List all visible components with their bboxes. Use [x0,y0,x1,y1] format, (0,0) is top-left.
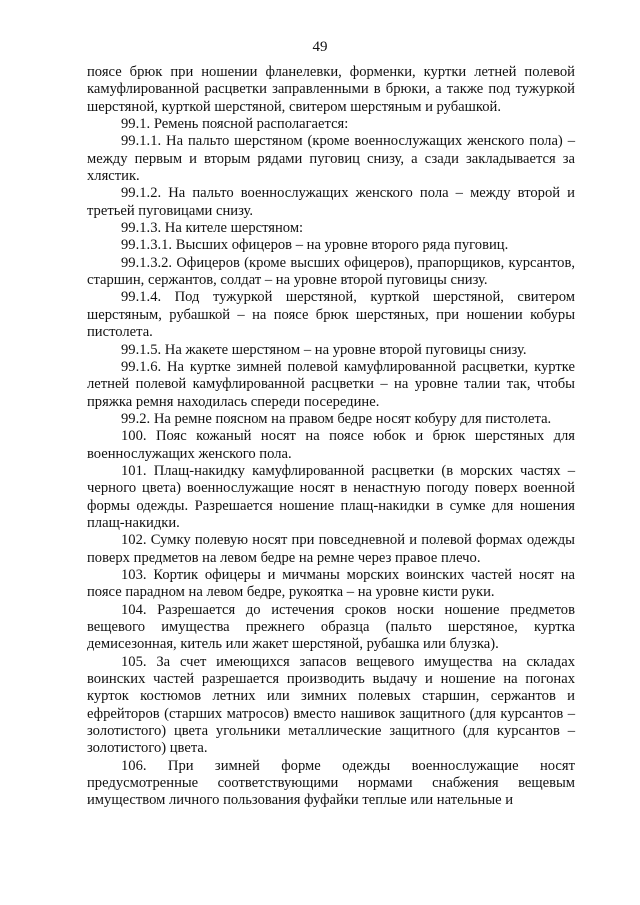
paragraph-102: 102. Сумку полевую носят при повседневной и полевой формах одежды поверх предметов на левом бедре на ремне через правое плечо. [87,532,575,566]
paragraph-99-1-5: 99.1.5. На жакете шерстяном – на уровне второй пуговицы снизу. [121,341,527,358]
paragraph-106: 106. При зимней форме одежды военнослужащие носят предусмотренные соответствующими нормами снабжения вещевым имуществом личного пользования фуфайки теплые или нательные и [87,757,575,809]
paragraph-105: 105. За счет имеющихся запасов вещевого имущества на складах воинских частей разрешается производить выдачу и ношение на погонах курток костюмов летних или зимних полевых старшин, сержантов и ефрейторов (старших матросов) вместо нашивок защитного (для курсантов – золотистого) цвета угольники металлические защитного (для курсантов – золотистого) цвета. [87,653,575,757]
paragraph-continuation: поясе брюк при ношении фланелевки, форменки, куртки летней полевой камуфлированной расцветки заправленными в брюки, а также под тужуркой шерстяной, курткой шерстяной, свитером шерстяным и рубашкой. [87,64,575,115]
paragraph-103: 103. Кортик офицеры и мичманы морских воинских частей носят на поясе парадном на левом бедре, рукоятка – на уровне кисти руки. [87,566,575,601]
paragraph-99-1-1: 99.1.1. На пальто шерстяном (кроме военнослужащих женского пола) – между первым и вторым рядами пуговиц снизу, а сзади закладывается за хлястик. [87,133,575,185]
paragraph-99-1-3: 99.1.3. На кителе шерстяном: [121,220,304,237]
page-number: 49 [312,39,328,55]
paragraph-99-1-3-2: 99.1.3.2. Офицеров (кроме высших офицеров), прапорщиков, курсантов, старшин, сержантов, солдат – на уровне второй пуговицы снизу. [87,254,575,289]
paragraph-99-1-6: 99.1.6. На куртке зимней полевой камуфлированной расцветки, куртке летней полевой камуфлированной расцветки – на уровне талии так, чтобы пряжка ремня находилась спереди посередине. [87,358,575,410]
paragraph-99-1-4: 99.1.4. Под тужуркой шерстяной, курткой шерстяной, свитером шерстяным, рубашкой – на поясе брюк шерстяных, при ношении кобуры пистолета. [87,289,575,341]
paragraph-99-1-2: 99.1.2. На пальто военнослужащих женского пола – между второй и третьей пуговицами снизу. [87,185,575,219]
paragraph-104: 104. Разрешается до истечения сроков носки ношение предметов вещевого имущества прежнего образца (пальто шерстяное, куртка демисезонная, китель или жакет шерстяной, рубашка или блузка). [87,601,575,653]
paragraph-99-2: 99.2. На ремне поясном на правом бедре носят кобуру для пистолета. [121,410,552,427]
paragraph-101: 101. Плащ-накидку камуфлированной расцветки (в морских частях – черного цвета) военнослужащие носят в ненастную погоду поверх военной формы одежды. Разрешается ношение плащ-накидки в сумке для ношения плащ-накидки. [87,462,575,531]
document-body [87,64,575,810]
paragraph-100: 100. Пояс кожаный носят на поясе юбок и брюк шерстяных для военнослужащих женского пола. [87,428,575,462]
paragraph-99-1-3-1: 99.1.3.1. Высших офицеров – на уровне второго ряда пуговиц. [121,237,509,254]
paragraph-99-1: 99.1. Ремень поясной располагается: [121,116,349,133]
